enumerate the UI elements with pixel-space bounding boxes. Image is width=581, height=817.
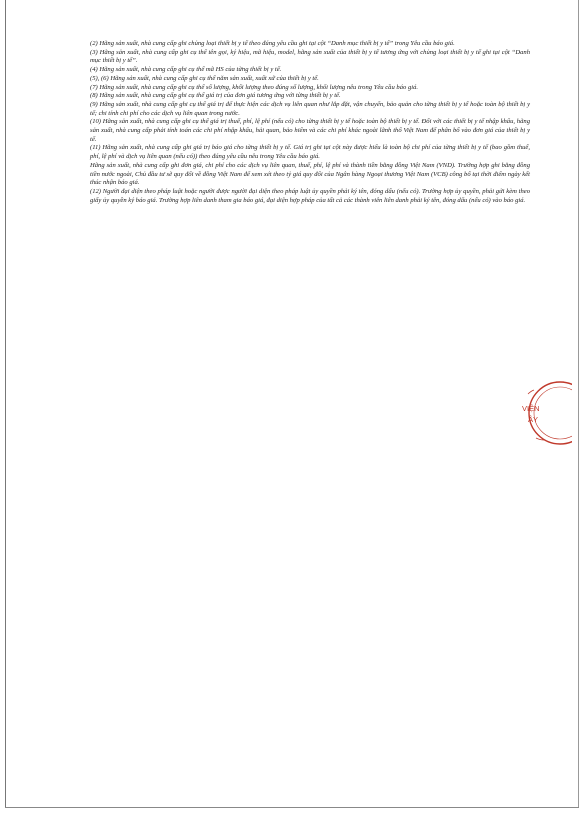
footnote-12: (12) Người đại diện theo pháp luật hoặc người được người đại diện theo pháp luật ủy quyền phải ký tên, đóng dấu (nếu có). Trường hợp ủy quyền, phải gửi kèm theo giấy ủy quyền ký báo giá. Trường hợp liên danh tham gia báo giá, đại diện hợp pháp của tất cả các thành viên liên danh phải ký tên, đóng dấu (nếu có) vào báo giá.	[90, 187, 530, 204]
stamp-text-line2: ÂY	[528, 415, 539, 424]
footnote-10: (10) Hãng sản xuất, nhà cung cấp ghi cụ thể giá trị thuế, phí, lệ phí (nếu có) cho từng thiết bị y tế hoặc toàn bộ thiết bị y tế. Đối với các thiết bị y tế nhập khẩu, hãng sản xuất, nhà cung cấp phải tính toán các chi phí nhập khẩu, hải quan, bảo hiểm và các chi phí khác ngoài lãnh thổ Việt Nam để phân bổ vào đơn giá của thiết bị y tế.	[90, 118, 530, 143]
stamp-text-line1: VIỆN	[522, 404, 540, 413]
page-right-edge	[578, 0, 579, 808]
currency-note: Hãng sản xuất, nhà cung cấp ghi đơn giá, chi phí cho các dịch vụ liên quan, thuế, phí, lệ phí và thành tiền bằng đồng Việt Nam (VND). Trường hợp ghi bằng đồng tiền nước ngoài, Chủ đầu tư sẽ quy đổi về đồng Việt Nam để xem xét theo tỷ giá quy đổi của Ngân hàng Ngoại thương Việt Nam (VCB) công bố tại thời điểm ngày kết thúc nhận báo giá.	[90, 161, 530, 187]
page-left-edge	[5, 0, 6, 808]
footnote-7: (7) Hãng sản xuất, nhà cung cấp ghi cụ thể số lượng, khối lượng theo đúng số lượng, khối lượng nêu trong Yêu cầu báo giá.	[90, 83, 419, 91]
footnote-11: (11) Hãng sản xuất, nhà cung cấp ghi giá trị báo giá cho từng thiết bị y tế. Giá trị ghi tại cột này được hiểu là toàn bộ chi phí của từng thiết bị y tế (bao gồm thuế, phí, lệ phí và dịch vụ liên quan (nếu có)) theo đúng yêu cầu nêu trong Yêu cầu báo giá.	[90, 144, 530, 161]
partial-red-stamp	[512, 380, 572, 446]
footnote-3: (3) Hãng sản xuất, nhà cung cấp ghi cụ thể tên gọi, ký hiệu, mã hiệu, model, hãng sản xuất của thiết bị y tế tương ứng với chủng loại thiết bị y tế ghi tại cột “Danh mục thiết bị y tế”.	[90, 48, 530, 65]
stamp-seal-graphic	[512, 380, 572, 446]
footnote-5-6: (5), (6) Hãng sản xuất, nhà cung cấp ghi cụ thể năm sản xuất, xuất xứ của thiết bị y tế.	[90, 74, 319, 82]
footnote-2: (2) Hãng sản xuất, nhà cung cấp ghi chủng loại thiết bị y tế theo đúng yêu cầu ghi tại cột “Danh mục thiết bị y tế” trong Yêu cầu báo giá.	[90, 40, 455, 47]
footnote-8: (8) Hãng sản xuất, nhà cung cấp ghi cụ thể giá trị của đơn giá tương ứng với từng thiết bị y tế.	[90, 92, 341, 100]
footnote-4: (4) Hãng sản xuất, nhà cung cấp ghi cụ thể mã HS của từng thiết bị y tế.	[90, 66, 282, 74]
footnotes-section	[90, 40, 530, 205]
page-bottom-edge	[5, 807, 579, 808]
footnote-9: (9) Hãng sản xuất, nhà cung cấp ghi cụ thể giá trị để thực hiện các dịch vụ liên quan như lắp đặt, vận chuyển, bảo quản cho từng thiết bị y tế hoặc toàn bộ thiết bị y tế; chi tính chi phí cho các dịch vụ liên quan trong nước.	[90, 100, 530, 117]
